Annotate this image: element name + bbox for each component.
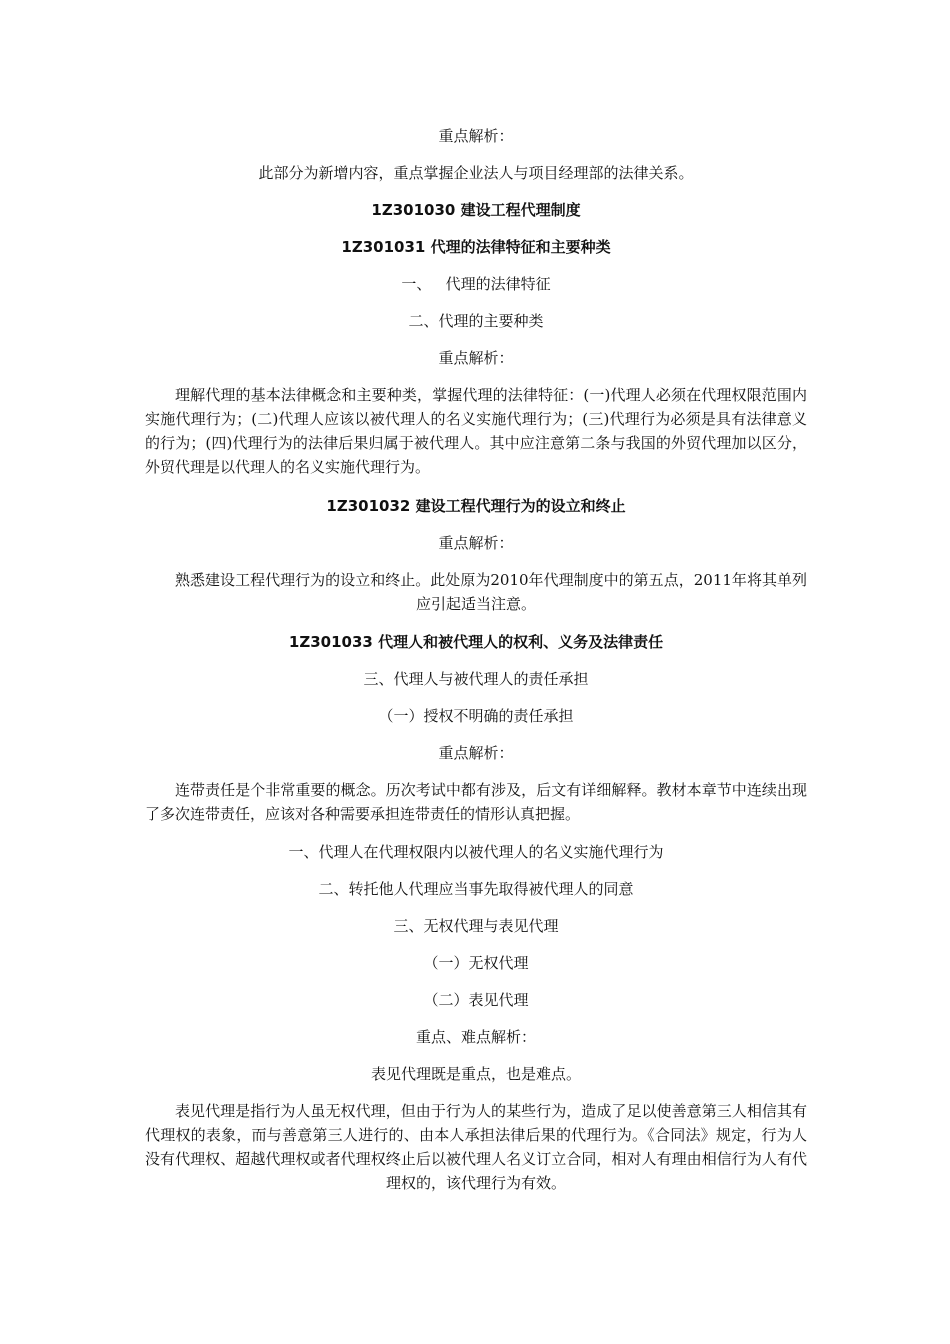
paragraph: 连带责任是个非常重要的概念。历次考试中都有涉及，后文有详细解释。教材本章节中连续出现了多次连带责任，应该对各种需要承担连带责任的情形认真把握。	[145, 781, 807, 823]
section-heading: 1Z301030 建设工程代理制度	[371, 201, 581, 219]
analysis-label: 重点解析：	[438, 127, 514, 145]
list-item: 一、代理人在代理权限内以被代理人的名义实施代理行为	[288, 843, 664, 861]
analysis-label: 重点、难点解析：	[415, 1028, 536, 1046]
analysis-label: 重点解析：	[438, 534, 514, 552]
paragraph: 表见代理是指行为人虽无权代理，但由于行为人的某些行为，造成了足以使善意第三人相信其有代理权的表象，而与善意第三人进行的、由本人承担法律后果的代理行为。《合同法》规定，行为人没有代理权、超越代理权或者代理权终止后以被代理人名义订立合同，相对人有理由相信行为人有代理权的，该代理行为有效。	[145, 1102, 807, 1192]
list-item: 一、 代理的法律特征	[401, 275, 551, 293]
list-item: （一）无权代理	[423, 954, 529, 972]
paragraph: 理解代理的基本法律概念和主要种类，掌握代理的法律特征：(一)代理人必须在代理权限范围内实施代理行为；(二)代理人应该以被代理人的名义实施代理行为；(三)代理行为必须是具有法律意义的行为；(四)代理行为的法律后果归属于被代理人。其中应注意第二条与我国的外贸代理加以区分，外贸代理是以代理人的名义实施代理行为。	[145, 386, 807, 476]
analysis-label: 重点解析：	[438, 349, 514, 367]
paragraph: 表见代理既是重点，也是难点。	[370, 1065, 581, 1083]
paragraph: 此部分为新增内容，重点掌握企业法人与项目经理部的法律关系。	[258, 164, 694, 182]
list-item: 三、无权代理与表见代理	[393, 917, 559, 935]
subsection-heading: 1Z301032 建设工程代理行为的设立和终止	[326, 497, 626, 515]
subsection-heading: 1Z301031 代理的法律特征和主要种类	[341, 238, 611, 256]
subsection-heading: 1Z301033 代理人和被代理人的权利、义务及法律责任	[288, 633, 664, 651]
analysis-label: 重点解析：	[438, 744, 514, 762]
list-item: 二、转托他人代理应当事先取得被代理人的同意	[318, 880, 634, 898]
list-item: （二）表见代理	[423, 991, 529, 1009]
list-item: （一）授权不明确的责任承担	[378, 707, 574, 725]
paragraph: 熟悉建设工程代理行为的设立和终止。此处原为2010年代理制度中的第五点，2011年将其单列应引起适当注意。	[175, 571, 807, 613]
list-item: 三、代理人与被代理人的责任承担	[363, 670, 589, 688]
list-item: 二、代理的主要种类	[408, 312, 544, 330]
